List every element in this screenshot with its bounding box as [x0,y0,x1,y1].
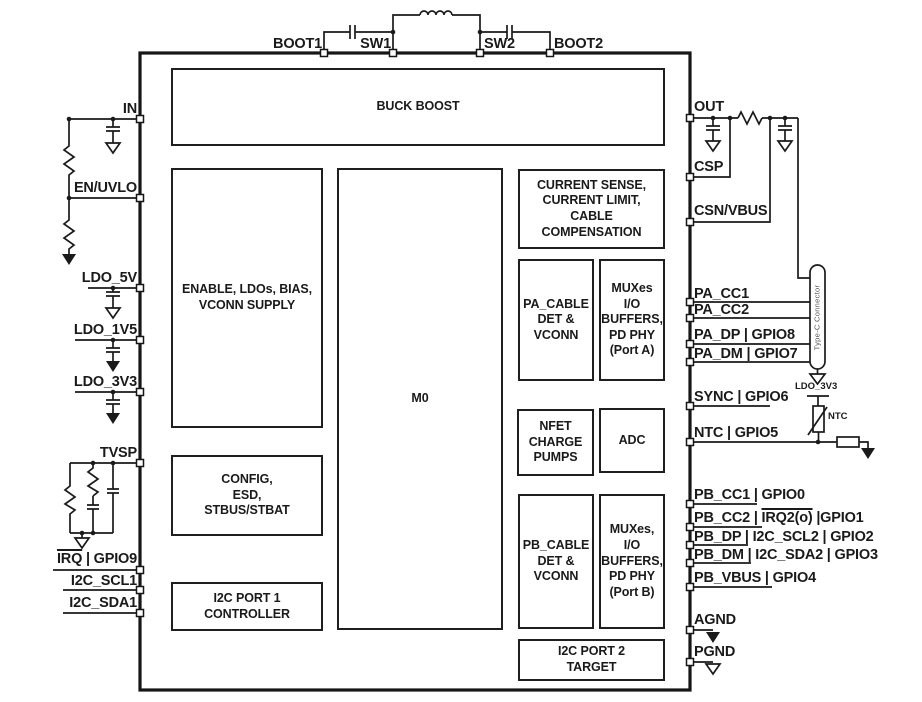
label-text: PB_CC2 | [694,510,762,526]
pin-label-pgnd: PGND [694,644,736,660]
pin-label-sync: SYNC | GPIO6 [694,389,789,405]
resistor-icon [64,198,74,254]
capacitor-icon [778,118,792,141]
resistor-icon [64,119,74,198]
block-i2c-port2: I2C PORT 2 TARGET [518,639,665,681]
overline-text: IRQ2(o) [761,510,813,526]
ground-icon [75,538,89,548]
resistor-icon [65,463,75,533]
pin-label-agnd: AGND [694,612,736,628]
label-text: | GPIO9 [82,551,137,567]
pin-label-ntc: NTC | GPIO5 [694,425,779,441]
ldo-3v3-rail-label: LDO_3V3 [795,381,838,392]
resistor-icon [738,112,762,124]
pin-label-pb-cc1: PB_CC1 | GPIO0 [694,487,805,503]
capacitor-icon [87,496,99,533]
type-c-connector [690,265,825,384]
pin-label-tvsp: TVSP [99,445,137,461]
ntc-label: NTC [828,411,848,422]
pin-label-boot2: BOOT2 [554,36,603,52]
capacitor-icon [107,463,119,533]
block-buck-boost: BUCK BOOST [171,68,665,146]
block-i2c-port1: I2C PORT 1 CONTROLLER [171,582,323,631]
pin-label-sw1: SW1 [360,36,391,52]
power-rail-icon [807,396,829,406]
pin-label-out: OUT [694,99,725,115]
label-text: |GPIO1 [812,510,864,526]
output-sense-circuit [690,112,810,278]
ground-icon [706,664,720,674]
pin-label-pa-cc1: PA_CC1 [694,286,749,302]
ground-icon [106,143,120,153]
ground-icon [778,141,792,151]
block-enable-ldos: ENABLE, LDOs, BIAS, VCONN SUPPLY [171,168,323,428]
ground-arrow-icon [861,448,875,459]
resistor-icon [88,463,98,496]
pin-label-pb-vbus: PB_VBUS | GPIO4 [694,570,816,586]
block-muxes-port-a: MUXes I/O BUFFERS, PD PHY (Port A) [599,259,665,381]
pin-label-boot1: BOOT1 [273,36,322,52]
pin-label-pa-cc2: PA_CC2 [694,302,749,318]
pin-label-pb-dp: PB_DP | I2C_SCL2 | GPIO2 [694,529,874,545]
type-c-connector-label: Type-C Connector [812,284,822,351]
pin-label-ldo-3v3: LDO_3V3 [73,374,137,390]
block-adc: ADC [599,408,665,473]
pin-label-csp: CSP [694,159,724,175]
ground-arrow-icon [106,361,120,372]
pin-label-pb-dm: PB_DM | I2C_SDA2 | GPIO3 [694,547,878,563]
block-current-sense: CURRENT SENSE, CURRENT LIMIT, CABLE COMPENSATION [518,169,665,249]
pin-label-sw2: SW2 [484,36,515,52]
block-m0: M0 [337,168,503,630]
ground-icon [106,308,120,318]
pin-label-pa-dp: PA_DP | GPIO8 [694,327,795,343]
capacitor-icon [106,288,120,308]
pin-label-ldo-1v5: LDO_1V5 [73,322,137,338]
capacitor-icon [350,25,355,39]
capacitor-icon [106,392,120,413]
pin-label-en-uvlo: EN/UVLO [73,180,137,196]
pin-label-i2c-sda1: I2C_SDA1 [69,595,137,611]
pin-label-pa-dm: PA_DM | GPIO7 [694,346,798,362]
block-config-esd: CONFIG, ESD, STBUS/STBAT [171,455,323,536]
pin-label-csn-vbus: CSN/VBUS [694,203,768,219]
pin-label-in: IN [122,101,137,117]
bootstrap-inductor-circuit [324,11,550,53]
resistor-icon [837,437,859,447]
ground-arrow-icon [106,413,120,424]
capacitor-icon [106,119,120,143]
capacitor-icon [706,118,720,141]
block-muxes-port-b: MUXes, I/O BUFFERS, PD PHY (Port B) [599,494,665,629]
ground-arrow-icon [706,632,720,643]
pin-label-i2c-scl1: I2C_SCL1 [70,573,137,589]
block-nfet-charge-pumps: NFET CHARGE PUMPS [517,409,594,476]
overline-text: $\overline{IRQ}$ [56,551,83,567]
ground-arrow-icon [62,254,76,265]
pin-label-irq-gpio9 [57,552,137,567]
inductor-icon [420,11,452,15]
block-pb-cable: PB_CABLE DET & VCONN [518,494,594,629]
ground-icon [706,141,720,151]
block-pa-cable: PA_CABLE DET & VCONN [518,259,594,381]
pin-label-pb-cc2 [694,511,864,526]
pin-label-ldo-5v: LDO_5V [81,270,137,286]
capacitor-icon [106,340,120,361]
